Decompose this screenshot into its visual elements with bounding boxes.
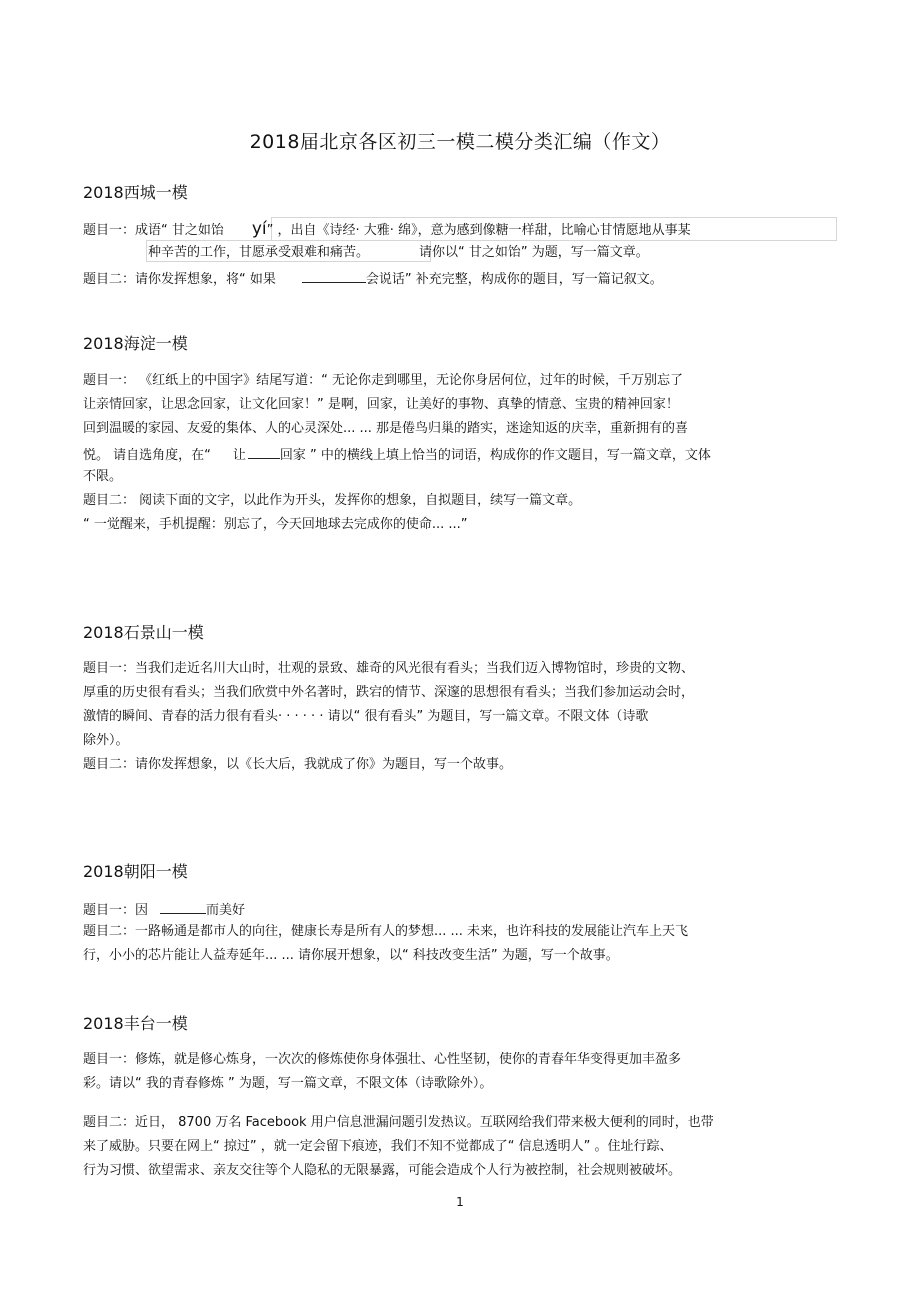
- section-heading-shijingshan: 2018石景山一模: [83, 623, 204, 642]
- prompt-line: “ 一觉醒来，手机提醒：别忘了，今天回地球去完成你的使命... ...”: [83, 517, 468, 532]
- document-title: 2018届北京各区初三一模二模分类汇编（作文）: [249, 131, 671, 153]
- prompt-line: 题目二：一路畅通是都市人的向往，健康长寿是所有人的梦想... ... 未来，也许科技的发展能让汽车上天飞: [83, 924, 689, 939]
- prompt-line: 题目二：请你发挥想象，将“ 如果 会说话” 补充完整，构成你的题目，写一篇记叙文。: [83, 268, 663, 289]
- prompt-line: 题目一：因 而美好: [83, 899, 245, 920]
- prompt-line: 题目二： 阅读下面的文字，以此作为开头，发挥你的想象，自拟题目，续写一篇文章。: [83, 493, 582, 508]
- prompt-line: 除外）。: [83, 733, 129, 748]
- prompt-line: 来了威胁。只要在网上“ 掠过” ，就一定会留下痕迹，我们不知不觉都成了“ 信息透明人” 。住址行踪、: [83, 1139, 673, 1154]
- fill-in-blank: [160, 899, 206, 914]
- prompt-line: 彩。请以“ 我的青春修炼 ” 为题，写一篇文章，不限文体（诗歌除外）。: [83, 1076, 493, 1091]
- page-number: 1: [456, 1195, 464, 1209]
- prompt-line: 回到温暖的家园、友爱的集体、人的心灵深处... ... 那是倦鸟归巢的踏实，迷途知返的庆幸，重新拥有的喜: [83, 421, 689, 436]
- prompt-line: 题目一：成语“ 甘之如饴 yí” ，出自《诗经· 大雅· 绵》，意为感到像糖一样甜，比喻心甘情愿地从事某: [83, 219, 691, 239]
- section-heading-haidian: 2018海淀一模: [83, 334, 188, 353]
- fill-in-blank: [302, 268, 366, 283]
- section-heading-xicheng: 2018西城一模: [83, 183, 188, 202]
- prompt-line: 题目一：修炼，就是修心炼身，一次次的修炼使你身体强壮、心性坚韧，使你的青春年华变得更加丰盈多: [83, 1052, 682, 1067]
- pinyin-annotation: yí: [251, 219, 267, 239]
- prompt-line: 悦。 请自选角度，在“ 让 回家 ” 中的横线上填上恰当的词语，构成你的作文题目，写一篇文章，文体: [83, 444, 711, 465]
- section-heading-fengtai: 2018丰台一模: [83, 1014, 188, 1033]
- prompt-line: 种辛苦的工作，甘愿承受艰难和痛苦。 请你以“ 甘之如饴” 为题，写一篇文章。: [148, 245, 649, 260]
- prompt-line: 不限。: [83, 469, 123, 484]
- section-heading-chaoyang: 2018朝阳一模: [83, 862, 188, 881]
- prompt-line: 行，小小的芯片能让人益寿延年... ... 请你展开想象，以“ 科技改变生活” 为题，写一个故事。: [83, 948, 619, 963]
- prompt-line: 行为习惯、欲望需求、亲友交往等个人隐私的无限暴露，可能会造成个人行为被控制，社会规则被破坏。: [83, 1163, 682, 1178]
- prompt-line: 激情的瞬间、青春的活力很有看头· · · · · · 请以“ 很有看头” 为题目，写一篇文章。不限文体（诗歌: [83, 709, 649, 724]
- prompt-line: 题目二：请你发挥想象，以《长大后，我就成了你》为题目，写一个故事。: [83, 757, 513, 772]
- prompt-line: 厚重的历史很有看头；当我们欣赏中外名著时，跌宕的情节、深邃的思想很有看头；当我们参加运动会时，: [83, 685, 695, 700]
- prompt-line: 让亲情回家，让思念回家，让文化回家！” 是啊，回家，让美好的事物、真挚的情意、宝贵的精神回家！: [83, 397, 679, 412]
- prompt-line: 题目二：近日， 8700 万名 Facebook 用户信息泄漏问题引发热议。互联网给我们带来极大便利的同时，也带: [83, 1115, 714, 1130]
- prompt-line: 题目一： 《红纸上的中国字》结尾写道：“ 无论你走到哪里，无论你身居何位，过年的时候，千万别忘了: [83, 373, 684, 388]
- prompt-line: 题目一：当我们走近名川大山时，壮观的景致、雄奇的风光很有看头；当我们迈入博物馆时，珍贵的文物、: [83, 661, 695, 676]
- fill-in-blank: [248, 444, 280, 459]
